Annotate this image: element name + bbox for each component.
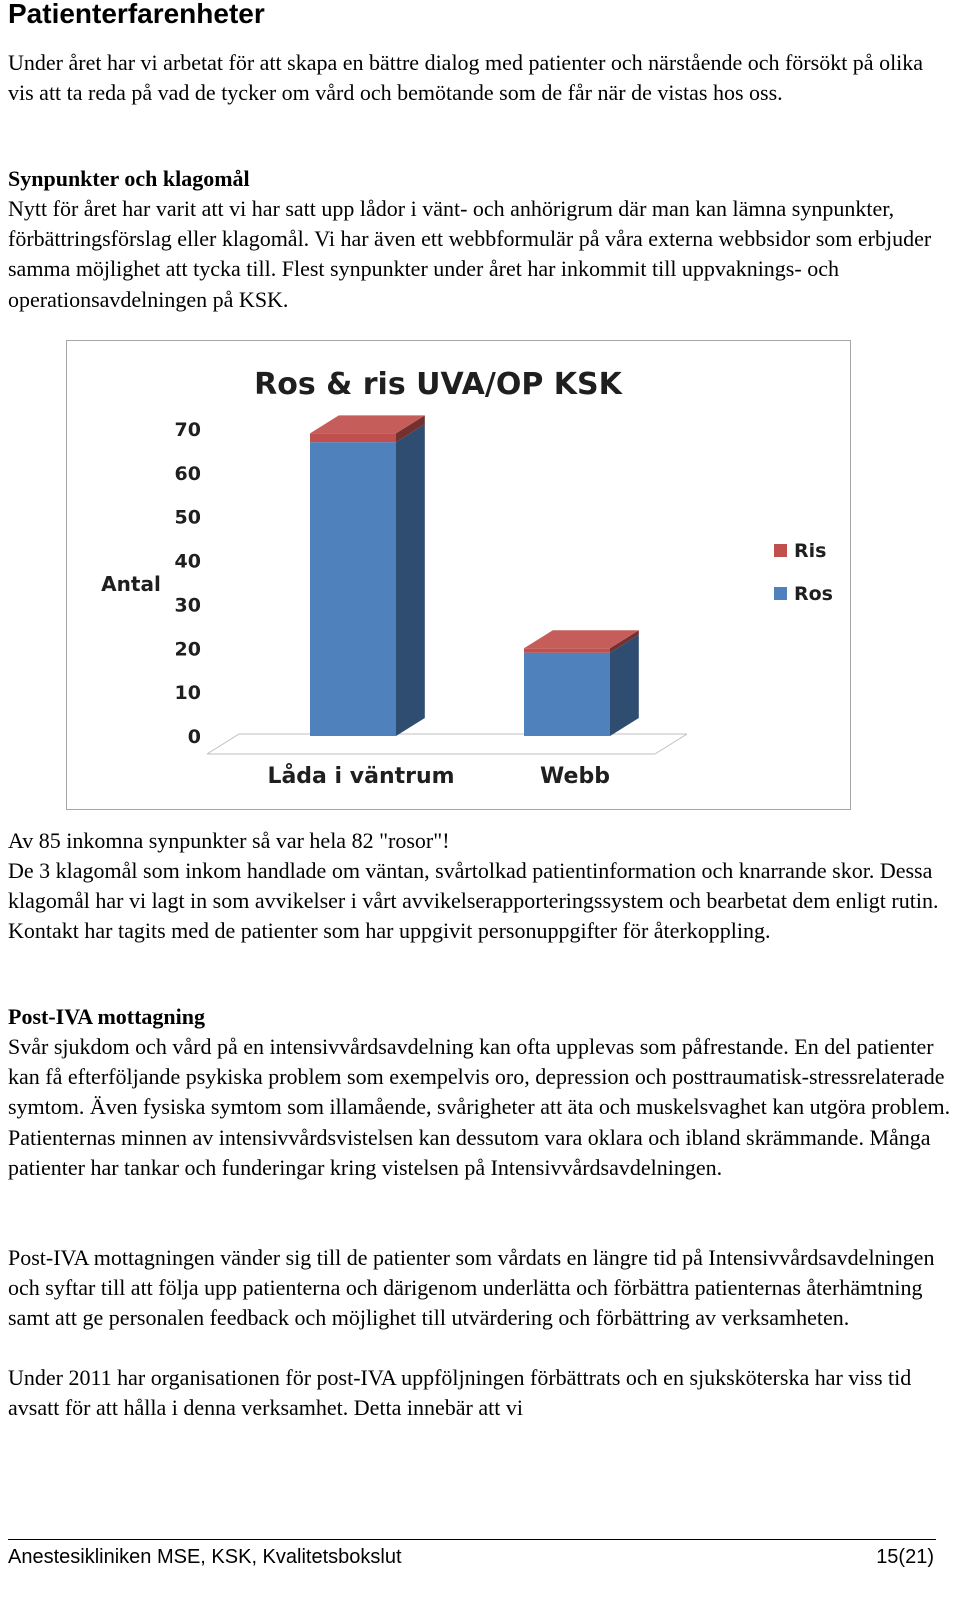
post-iva-paragraph-1: Svår sjukdom och vård på en intensivvårdsavdelning kan ofta upplevas som påfrestande. En del patienter kan få efterföljande psykiska problem som exempelvis oro, depression och posttraumatisk-stressrelaterade symtom. Även fysiska symtom som illamående, svårigheter att äta och muskelsvaghet kan utgöra problem. Patienternas minnen av intensivvårdsvistelsen kan dessutom vara oklara och ibland skrämmande. Många patienter har tankar och funderingar kring vistelsen på Intensivvårdsavdelningen. bbox=[8, 1034, 951, 1180]
footer-page-number: 15(21) bbox=[876, 1546, 934, 1568]
ros-ris-chart bbox=[67, 341, 852, 811]
plot-area bbox=[175, 415, 687, 789]
bar-ros-front bbox=[524, 653, 610, 736]
after-chart-line: Av 85 inkomna synpunkter så var hela 82 "rosor"! bbox=[8, 828, 450, 853]
intro-paragraph: Under året har vi arbetat för att skapa en bättre dialog med patienter och närstående och försökt på olika vis att ta reda på vad de tycker om vård och bemötande som de får när de vistas hos oss. bbox=[8, 50, 924, 106]
legend-label-ris: Ris bbox=[794, 540, 827, 562]
klagomal-paragraph: De 3 klagomål som inkom handlade om väntan, svårtolkad patientinformation och knarrande skor. Dessa klagomål har vi lagt in som avvikelser i vårt avvikelserapporteringssystem och bearbetat dem enligt rutin. Kontakt har tagits med de patienter som har uppgivit personuppgifter för återkoppling. bbox=[8, 858, 939, 944]
chart-title: Ros & ris UVA/OP KSK bbox=[254, 367, 622, 402]
bar-ris-front bbox=[524, 648, 610, 652]
y-axis-label: Antal bbox=[101, 572, 161, 596]
legend-swatch-ros bbox=[774, 587, 787, 600]
y-tick-label: 0 bbox=[187, 726, 201, 748]
section-heading-post-iva: Post-IVA mottagning bbox=[8, 1004, 206, 1029]
x-tick-label: Webb bbox=[540, 764, 610, 789]
x-tick-label: Låda i väntrum bbox=[267, 764, 455, 789]
bar-ris-front bbox=[310, 433, 396, 442]
chart-frame bbox=[66, 340, 851, 810]
floor-back-edge bbox=[207, 734, 687, 754]
post-iva-paragraph-2: Post-IVA mottagningen vänder sig till de patienter som vårdats en längre tid på Intensivvårdsavdelningen och syftar till att följa upp patienterna och därigenom underlätta och förbättra patienternas återhämtning samt att ge personalen feedback och möjlighet till utvärdering och förbättring av verksamheten. bbox=[8, 1245, 935, 1331]
y-tick-label: 40 bbox=[174, 550, 201, 573]
legend-swatch-ris bbox=[774, 544, 787, 557]
y-tick-label: 20 bbox=[174, 638, 201, 661]
post-iva-paragraph-3: Under 2011 har organisationen för post-IVA uppföljningen förbättrats och en sjuksköterska har viss tid avsatt för att hålla i denna verksamhet. Detta innebär att vi bbox=[8, 1365, 912, 1421]
page-title: Patienterfarenheter bbox=[8, 0, 265, 29]
bar-ros-side bbox=[396, 424, 425, 736]
y-tick-label: 60 bbox=[174, 462, 201, 485]
bar-ros-front bbox=[310, 442, 396, 736]
chart-legend bbox=[774, 540, 833, 605]
synpunkter-paragraph: Nytt för året har varit att vi har satt upp lådor i vänt- och anhörigrum där man kan lämna synpunkter, förbättringsförslag eller klagomål. Vi har även ett webbformulär på våra externa webbsidor som erbjuder samma möjlighet att tycka till. Flest synpunkter under året har inkommit till uppvaknings- och operationsavdelningen på KSK. bbox=[8, 196, 932, 312]
footer-divider bbox=[8, 1539, 936, 1540]
y-tick-label: 10 bbox=[174, 682, 201, 705]
y-tick-label: 50 bbox=[174, 506, 201, 529]
section-heading-synpunkter: Synpunkter och klagomål bbox=[8, 166, 250, 191]
legend-label-ros: Ros bbox=[794, 583, 833, 605]
y-tick-label: 70 bbox=[174, 419, 201, 441]
y-tick-label: 30 bbox=[174, 594, 201, 617]
footer-document-title: Anestesikliniken MSE, KSK, Kvalitetsbokslut bbox=[8, 1546, 402, 1568]
floor-right-edge bbox=[655, 734, 687, 754]
